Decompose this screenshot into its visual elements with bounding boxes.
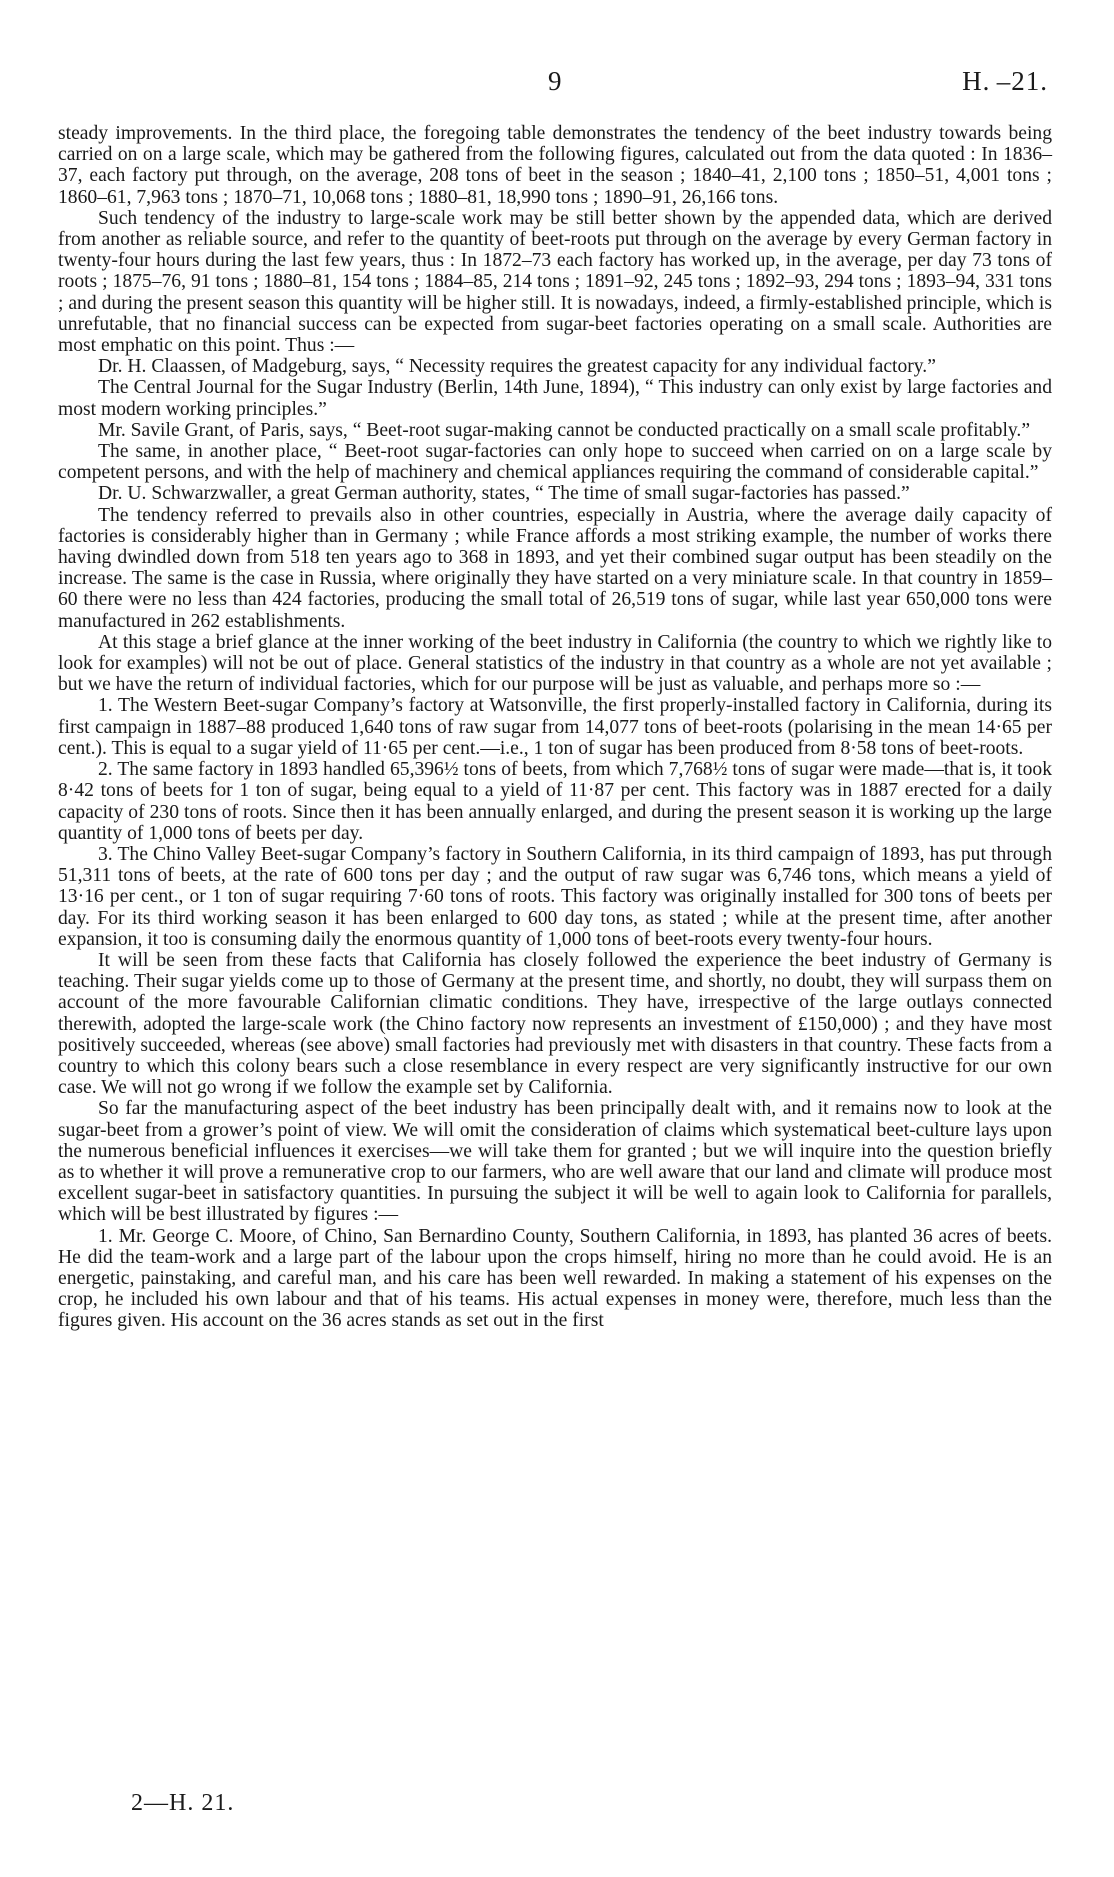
sheet-signature: 2—H. 21. [131,1790,235,1816]
paragraph: The Central Journal for the Sugar Industry (Berlin, 14th June, 1894), “ This industry can only exist by large factories and most modern working principles.” [58,377,1052,420]
paragraph: Dr. U. Schwarzwaller, a great German authority, states, “ The time of small sugar-factories has passed.” [98,483,910,505]
paragraph: The same, in another place, “ Beet-root sugar-factories can only hope to succeed when carried on on a large scale by competent persons, and with the help of machinery and chemical appliances requiring the command of considerable capital.” [58,441,1052,484]
paragraph: 1. The Western Beet-sugar Company’s factory at Watsonville, the first properly-installed factory in California, during its first campaign in 1887–88 produced 1,640 tons of raw sugar from 14,077 tons of beet-roots (polarising in the mean 14·65 per cent.). This is equal to a sugar yield of 11·65 per cent.—i.e., 1 ton of sugar has been produced from 8·58 tons of beet-roots. [58,695,1052,759]
document-reference: H. –21. [962,66,1048,96]
paragraph: Such tendency of the industry to large-scale work may be still better shown by the appended data, which are derived from another as reliable source, and refer to the quantity of beet-roots put through on the average by every German factory in twenty-four hours during the last few years, thus : In 1872–73 each factory has worked up, in the average, per day 73 tons of roots ; 1875–76, 91 tons ; 1880–81, 154 tons ; 1884–85, 214 tons ; 1891–92, 245 tons ; 1892–93, 294 tons ; 1893–94, 331 tons ; and during the present season this quantity will be higher still. It is nowadays, indeed, a firmly-established principle, which is unrefutable, that no financial success can be expected from sugar-beet factories operating on a small scale. Authorities are most emphatic on this point. Thus :— [58,207,1052,357]
body-text [58,123,1052,1332]
paragraph: 2. The same factory in 1893 handled 65,396½ tons of beets, from which 7,768½ tons of sugar were made—that is, it took 8·42 tons of beets for 1 ton of sugar, being equal to a yield of 11·87 per cent. This factory was in 1887 erected for a daily capacity of 230 tons of roots. Since then it has been annually enlarged, and during the present season it is working up the large quantity of 1,000 tons of beets per day. [58,759,1052,844]
page-header [0,66,1114,106]
paragraph: steady improvements. In the third place, the foregoing table demonstrates the tendency of the beet industry towards being carried on on a large scale, which may be gathered from the following figures, calculated out from the data quoted : In 1836–37, each factory put through, on the average, 208 tons of beet in the season ; 1840–41, 2,100 tons ; 1850–51, 4,001 tons ; 1860–61, 7,963 tons ; 1870–71, 10,068 tons ; 1880–81, 18,990 tons ; 1890–91, 26,166 tons. [58,123,1052,208]
paragraph: 1. Mr. George C. Moore, of Chino, San Bernardino County, Southern California, in 1893, has planted 36 acres of beets. He did the team-work and a large part of the labour upon the crops himself, hiring no more than he could avoid. He is an energetic, painstaking, and careful man, and his care has been well rewarded. In making a statement of his expenses on the crop, he included his own labour and that of his teams. His actual expenses in money were, therefore, much less than the figures given. His account on the 36 acres stands as set out in the first [58,1225,1052,1332]
paragraph: Mr. Savile Grant, of Paris, says, “ Beet-root sugar-making cannot be conducted practically on a small scale profitably.” [98,419,1031,441]
paragraph: At this stage a brief glance at the inner working of the beet industry in California (the country to which we rightly like to look for examples) will not be out of place. General statistics of the industry in that country as a whole are not yet available ; but we have the return of individual factories, which for our purpose will be just as valuable, and perhaps more so :— [58,631,1052,696]
paragraph: The tendency referred to prevails also in other countries, especially in Austria, where the average daily capacity of factories is considerably higher than in Germany ; while France affords a most striking example, the number of works there having dwindled down from 518 ten years ago to 368 in 1893, and yet their combined sugar output has been steadily on the increase. The same is the case in Russia, where originally they have started on a very miniature scale. In that country in 1859–60 there were no less than 424 factories, producing the small total of 26,519 tons of sugar, while last year 650,000 tons were manufactured in 262 establishments. [58,504,1052,632]
paragraph: Dr. H. Claassen, of Madgeburg, says, “ Necessity requires the greatest capacity for any individual factory.” [98,356,936,378]
paragraph: 3. The Chino Valley Beet-sugar Company’s factory in Southern California, in its third campaign of 1893, has put through 51,311 tons of beets, at the rate of 600 tons per day ; and the output of raw sugar was 6,746 tons, which means a yield of 13·16 per cent., or 1 ton of sugar requiring 7·60 tons of roots. This factory was originally installed for 300 tons of beets per day. For its third working season it has been enlarged to 600 day tons, as stated ; while at the present time, after another expansion, it too is consuming daily the enormous quantity of 1,000 tons of beet-roots every twenty-four hours. [58,843,1052,950]
paragraph: It will be seen from these facts that California has closely followed the experience the beet industry of Germany is teaching. Their sugar yields come up to those of Germany at the present time, and shortly, no doubt, they will surpass them on account of the more favourable Californian climatic conditions. They have, irrespective of the large outlays connected therewith, adopted the large-scale work (the Chino factory now represents an investment of £150,000) ; and they have most positively succeeded, whereas (see above) small factories had previously met with disasters in that country. These facts from a country to which this colony bears such a close resemblance in every respect are very significantly instructive for our own case. We will not go wrong if we follow the example set by California. [58,949,1052,1099]
page-number: 9 [548,66,562,96]
paragraph: So far the manufacturing aspect of the beet industry has been principally dealt with, and it remains now to look at the sugar-beet from a grower’s point of view. We will omit the consideration of claims which systematical beet-culture lays upon the numerous beneficial influences it exercises—we will take them for granted ; but we will inquire into the question briefly as to whether it will prove a remunerative crop to our farmers, who are well aware that our land and climate will produce most excellent sugar-beet in satisfactory quantities. In pursuing the subject it will be well to again look to California for parallels, which will be best illustrated by figures :— [58,1098,1052,1226]
